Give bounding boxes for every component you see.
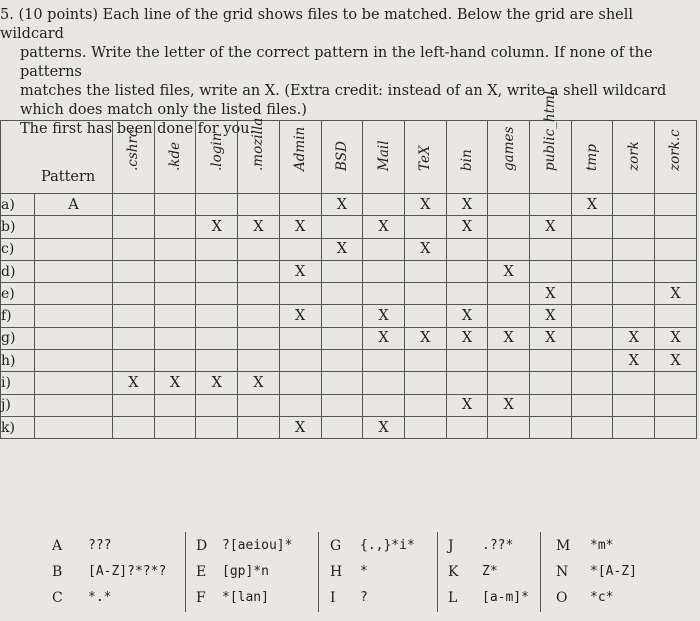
match-cell [196,283,238,305]
match-cell [488,372,530,394]
file-column-header [154,121,196,194]
match-cell [655,394,697,416]
row-label: f) [1,305,35,327]
option-pattern: ?[aeiou]* [222,538,293,553]
row-label: k) [1,416,35,438]
match-cell [154,350,196,372]
file-column-header [321,121,363,194]
match-cell [113,283,155,305]
match-cell: X [446,194,488,216]
match-cell [154,194,196,216]
row-label: i) [1,372,35,394]
grid-row [1,216,697,238]
match-cell [238,260,280,282]
match-cell [238,350,280,372]
match-cell: X [279,216,321,238]
match-cell: X [196,372,238,394]
pattern-answer-cell[interactable] [35,350,113,372]
option-divider [185,532,186,612]
match-cell [321,416,363,438]
file-name-label: zork [625,141,642,171]
match-cell [530,350,572,372]
match-cell [488,305,530,327]
match-cell [238,416,280,438]
match-cell [404,216,446,238]
match-cell: X [446,216,488,238]
file-column-header [488,121,530,194]
match-cell: X [613,327,655,349]
option-letter: F [196,590,206,606]
match-cell [321,283,363,305]
match-cell [154,283,196,305]
option-pattern: .??* [482,538,514,553]
option-divider [437,532,438,612]
grid-row [1,350,697,372]
match-cell: X [279,305,321,327]
match-cell: X [321,194,363,216]
file-name-label: games [500,126,517,171]
file-column-header [613,121,655,194]
match-cell [404,260,446,282]
option-letter: G [330,538,342,554]
match-cell [113,394,155,416]
file-name-label: tmp [584,144,601,171]
file-column-header [446,121,488,194]
match-cell [113,350,155,372]
option-letter: E [196,564,207,580]
match-cell: X [363,216,405,238]
grid-row [1,327,697,349]
grid-header-row [1,121,697,194]
grid-row [1,194,697,216]
file-name-label: BSD [333,141,350,171]
pattern-answer-cell[interactable] [35,283,113,305]
file-column-header [655,121,697,194]
match-cell [530,372,572,394]
match-cell [404,350,446,372]
option-pattern: {.,}*i* [360,538,415,553]
intro-line-5: The first has been done for you. [20,121,255,137]
match-cell [613,238,655,260]
match-cell [238,238,280,260]
match-cell [113,238,155,260]
match-cell [279,283,321,305]
option-pattern: *c* [590,590,614,605]
match-cell: X [655,283,697,305]
match-cell: X [488,260,530,282]
match-cell [238,194,280,216]
option-pattern: [gp]*n [222,564,269,579]
match-cell: X [488,327,530,349]
file-column-header [571,121,613,194]
match-cell [446,372,488,394]
file-column-header [238,117,280,194]
match-cell: X [530,216,572,238]
row-label: h) [1,350,35,372]
pattern-answer-cell[interactable] [35,416,113,438]
match-cell [613,305,655,327]
option-letter: I [330,590,336,606]
match-cell: X [571,194,613,216]
match-cell [655,238,697,260]
match-cell [154,216,196,238]
grid-row [1,283,697,305]
match-cell [571,416,613,438]
match-cell: X [655,350,697,372]
file-name-label: Admin [292,126,309,171]
match-cell [530,394,572,416]
match-cell [154,260,196,282]
file-column-header [530,90,572,194]
match-cell [655,305,697,327]
intro-line-4: which does match only the listed files.) [20,102,307,118]
match-cell [196,238,238,260]
match-cell [488,216,530,238]
match-cell [404,283,446,305]
file-column-header [404,121,446,194]
match-cell [446,238,488,260]
pattern-column-header [1,121,113,194]
match-cell: X [613,350,655,372]
match-cell [613,283,655,305]
match-cell: X [279,416,321,438]
match-cell [196,305,238,327]
match-cell [571,350,613,372]
option-letter: D [196,538,208,554]
match-cell [655,194,697,216]
match-cell [488,238,530,260]
pattern-answer-cell[interactable] [35,394,113,416]
match-cell [655,372,697,394]
match-cell [488,194,530,216]
file-name-label: .login [208,132,225,171]
file-column-header [363,121,405,194]
intro-line-3: matches the listed files, write an X. (Extra credit: instead of an X, write a shell wildcard [20,83,667,99]
match-cell [321,216,363,238]
file-column-header [279,121,321,194]
match-cell [196,260,238,282]
grid-row [1,260,697,282]
match-cell [530,260,572,282]
option-letter: B [52,564,63,580]
match-cell [530,194,572,216]
match-cell [154,416,196,438]
option-pattern: *.* [88,590,112,605]
match-cell: X [238,372,280,394]
match-cell [446,283,488,305]
pattern-answer-cell[interactable] [35,327,113,349]
match-cell [279,194,321,216]
file-name-label: .mozilla [250,117,267,171]
option-letter: L [448,590,458,606]
option-pattern: [A-Z]?*?*? [88,564,167,579]
match-cell: X [530,283,572,305]
match-cell: X [113,372,155,394]
row-label: e) [1,283,35,305]
grid-row [1,372,697,394]
file-name-label: .cshrc [125,129,142,171]
option-letter: C [52,590,63,606]
match-cell [196,327,238,349]
match-cell: X [530,305,572,327]
match-cell [196,350,238,372]
match-cell: X [446,327,488,349]
file-name-label: TeX [417,145,434,171]
intro-line-2: patterns. Write the letter of the correct pattern in the left-hand column. If none of the patterns [20,45,653,80]
option-letter: K [448,564,459,580]
match-cell [530,416,572,438]
match-cell [571,238,613,260]
match-cell [363,372,405,394]
option-pattern: Z* [482,564,498,579]
match-cell [113,416,155,438]
match-cell [571,305,613,327]
match-cell [113,194,155,216]
pattern-answer-cell[interactable] [35,260,113,282]
pattern-answer-cell[interactable] [35,305,113,327]
file-column-header [196,121,238,194]
option-pattern: ? [360,590,368,605]
match-cell: X [655,327,697,349]
pattern-answer-cell[interactable]: A [35,194,113,216]
match-cell: X [488,394,530,416]
match-cell [321,327,363,349]
match-cell [404,416,446,438]
match-cell [571,394,613,416]
pattern-answer-cell[interactable] [35,372,113,394]
match-cell: X [321,238,363,260]
match-cell: X [404,238,446,260]
match-cell: X [404,194,446,216]
option-letter: A [52,538,63,554]
match-cell [196,416,238,438]
row-label: g) [1,327,35,349]
pattern-header-label: Pattern [41,169,96,185]
match-cell [238,305,280,327]
match-cell [613,194,655,216]
match-cell: X [154,372,196,394]
match-cell [238,394,280,416]
match-cell: X [446,305,488,327]
option-letter: J [448,538,454,554]
match-cell [571,283,613,305]
match-cell [321,394,363,416]
match-cell [571,327,613,349]
row-label: c) [1,238,35,260]
match-cell [571,260,613,282]
match-cell [363,238,405,260]
match-cell [321,350,363,372]
match-cell [196,194,238,216]
option-pattern: *[lan] [222,590,269,605]
grid-row [1,305,697,327]
file-name-label: Mail [375,140,392,171]
grid-row [1,416,697,438]
match-cell [154,394,196,416]
match-cell: X [279,260,321,282]
row-label: b) [1,216,35,238]
option-pattern: ??? [88,538,112,553]
option-letter: N [556,564,569,580]
match-cell [446,350,488,372]
match-cell: X [530,327,572,349]
row-label: d) [1,260,35,282]
pattern-options [0,538,700,618]
match-cell [279,350,321,372]
option-divider [318,532,319,612]
match-cell [279,327,321,349]
file-name-label: .kde [167,141,184,171]
match-cell [363,194,405,216]
file-column-header [113,121,155,194]
match-cell [363,260,405,282]
match-cell: X [404,327,446,349]
match-cell [238,283,280,305]
match-cell [613,216,655,238]
grid-row [1,238,697,260]
option-letter: H [330,564,343,580]
match-cell [488,283,530,305]
match-cell [154,305,196,327]
option-letter: M [556,538,571,554]
row-label: a) [1,194,35,216]
match-cell [404,305,446,327]
intro-line-1: 5. (10 points) Each line of the grid shows files to be matched. Below the grid are shell wildcard [0,7,634,42]
option-pattern: [a-m]* [482,590,529,605]
match-cell [613,394,655,416]
match-cell: X [363,416,405,438]
match-cell [238,327,280,349]
match-cell: X [196,216,238,238]
match-cell [446,416,488,438]
match-cell: X [238,216,280,238]
match-cell [363,350,405,372]
match-cell [613,372,655,394]
match-cell [113,260,155,282]
match-cell [655,260,697,282]
match-cell [113,305,155,327]
match-cell [571,216,613,238]
match-cell [613,416,655,438]
match-cell [279,394,321,416]
match-cell [363,283,405,305]
match-cell [321,260,363,282]
file-name-label: public_html [542,90,559,171]
option-pattern: *[A-Z] [590,564,637,579]
match-cell [154,327,196,349]
match-cell [321,372,363,394]
match-cell [279,372,321,394]
match-cell [154,238,196,260]
file-name-label: bin [458,149,475,171]
option-pattern: * [360,564,368,579]
match-cell [530,238,572,260]
match-cell [655,216,697,238]
match-cell [488,350,530,372]
match-cell [196,394,238,416]
match-cell [404,372,446,394]
match-cell [321,305,363,327]
match-cell [488,416,530,438]
match-cell [113,216,155,238]
match-cell: X [446,394,488,416]
option-divider [540,532,541,612]
match-cell [404,394,446,416]
match-cell [571,372,613,394]
row-label: j) [1,394,35,416]
match-cell: X [363,305,405,327]
match-cell [363,394,405,416]
pattern-answer-cell[interactable] [35,216,113,238]
match-cell [113,327,155,349]
option-letter: O [556,590,568,606]
match-cell [279,238,321,260]
match-cell [613,260,655,282]
match-cell [655,416,697,438]
match-cell: X [363,327,405,349]
pattern-answer-cell[interactable] [35,238,113,260]
file-name-label: zork.c [667,129,684,171]
option-pattern: *m* [590,538,614,553]
match-cell [446,260,488,282]
grid-row [1,394,697,416]
